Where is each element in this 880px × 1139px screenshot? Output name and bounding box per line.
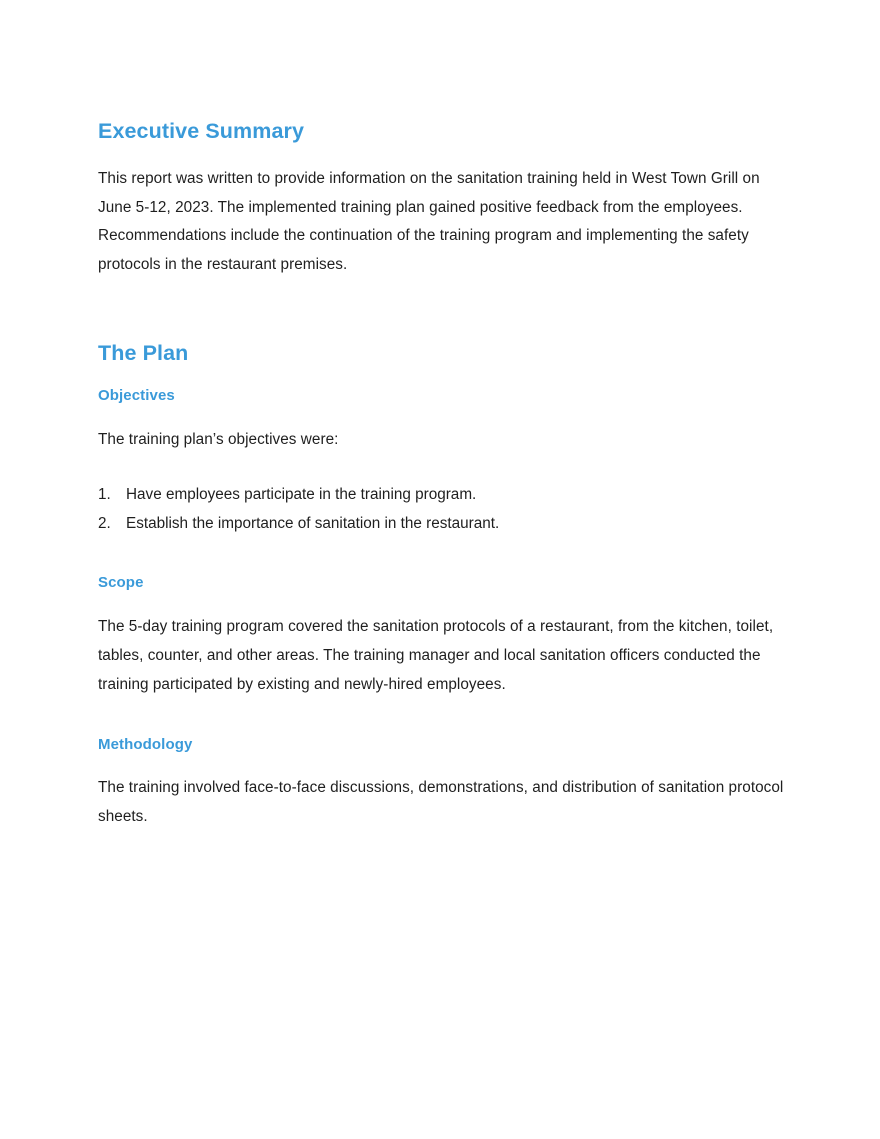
section-methodology — [98, 736, 784, 832]
section-scope — [98, 574, 784, 699]
paragraph-methodology: The training involved face-to-face discussions, demonstrations, and distribution of sanitation protocol sheets. — [98, 779, 784, 826]
spacer — [98, 538, 784, 574]
spacer — [98, 454, 784, 480]
heading-methodology: Methodology — [98, 735, 193, 753]
paragraph-scope: The 5-day training program covered the sanitation protocols of a restaurant, from the kitchen, toilet, tables, counter, and other areas. The training manager and local sanitation officers conducted the training participated by existing and newly-hired employees. — [98, 618, 774, 693]
heading-scope: Scope — [98, 574, 144, 592]
list-item-marker: 1. — [98, 486, 111, 504]
list-item-label: Have employees participate in the training program. — [126, 486, 477, 504]
section-objectives — [98, 387, 784, 539]
list-item — [98, 509, 784, 538]
spacer — [98, 700, 784, 736]
paragraph-executive-summary: This report was written to provide information on the sanitation training held in West Town Grill on June 5-12, 2023. The implemented training plan gained positive feedback from the employees. Recommendations include the continuation of the training program and implementing the safety protocols in the restaurant premises. — [98, 169, 760, 274]
objectives-list — [98, 480, 784, 538]
section-the-plan — [98, 340, 784, 367]
paragraph-objectives: The training plan’s objectives were: — [98, 430, 339, 448]
spacer — [98, 280, 784, 340]
list-item — [98, 480, 784, 509]
list-item-label: Establish the importance of sanitation in the restaurant. — [126, 515, 500, 533]
heading-executive-summary: Executive Summary — [98, 119, 305, 143]
heading-the-plan: The Plan — [98, 341, 189, 366]
list-item-marker: 2. — [98, 515, 111, 533]
heading-objectives: Objectives — [98, 386, 175, 404]
section-executive-summary — [98, 118, 784, 280]
